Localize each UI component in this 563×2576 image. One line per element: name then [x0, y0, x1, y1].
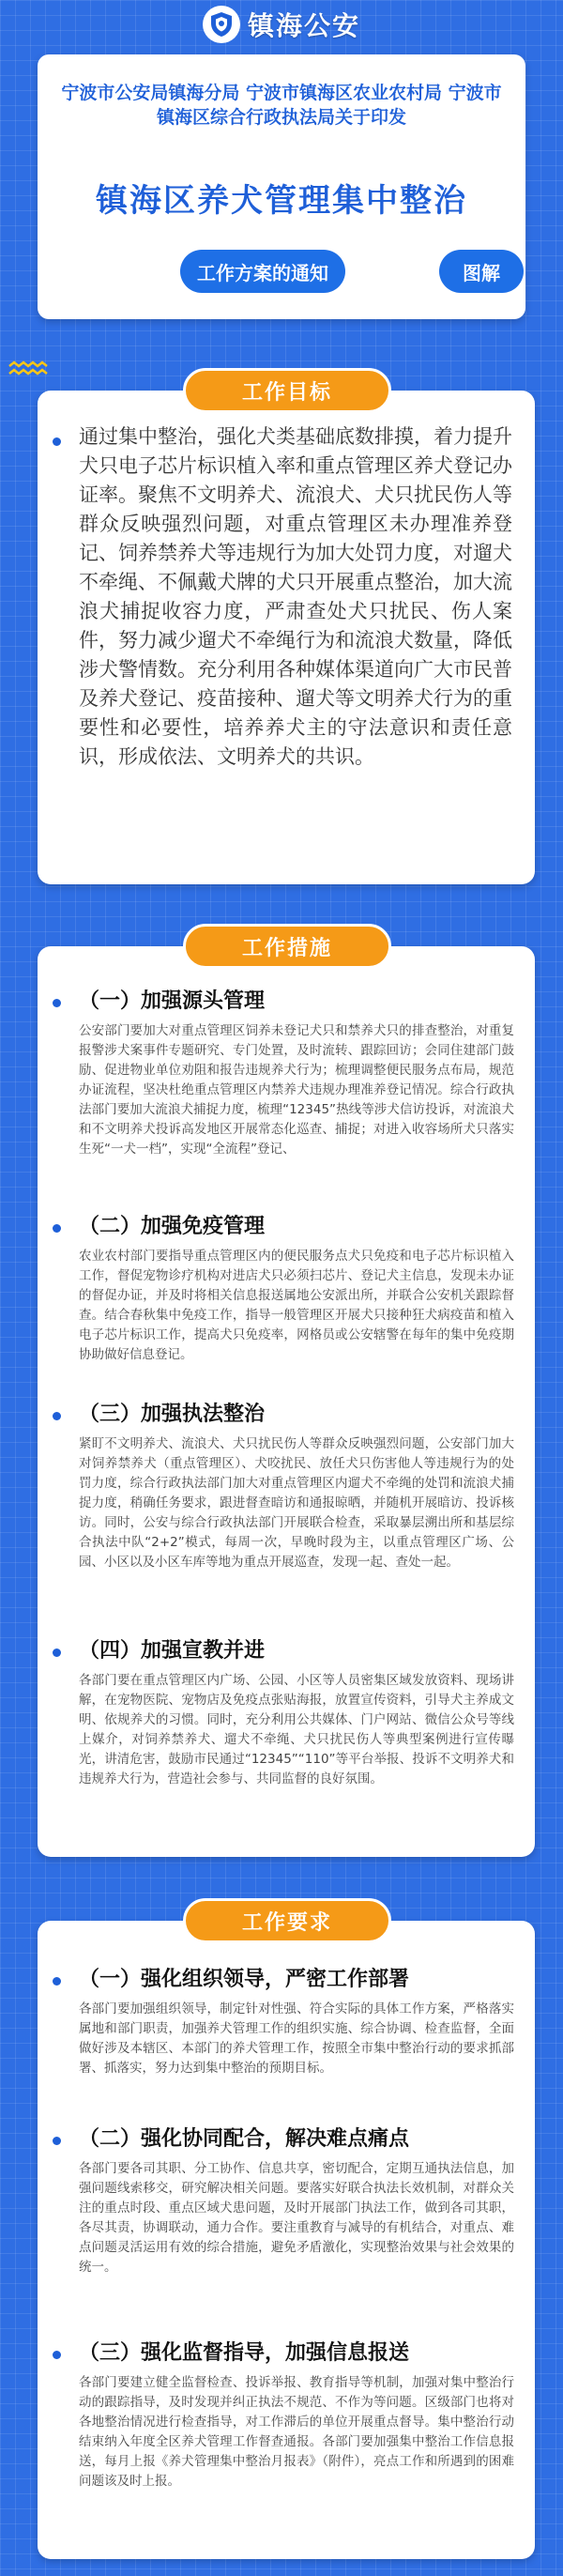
goals-heading: 工作目标: [183, 368, 391, 413]
measure-title: （一）加强源头管理: [79, 989, 266, 1013]
requirement-body: 各部门要加强组织领导，制定针对性强、符合实际的具体工作方案，严格落实属地和部门职责，加强养犬管理工作的组织实施、综合协调、检查监督，全面做好涉及本辖区、本部门的养犬管理工作，按照全市集中整治行动的要求抓部署、抓落实，努力达到集中整治的预期目标。: [79, 2001, 514, 2076]
measure-title: （四）加强宣教并进: [79, 1639, 266, 1663]
requirement-body: 各部门要各司其职、分工协作、信息共享，密切配合，定期互通执法信息，加强问题线索移交，研究解决相关问题。要落实好联合执法长效机制，对群众关注的重点时段、重点区域犬患问题，及时开展部门执法工作，做到各司其职，各尽其责，协调联动，通力合作。要注重教育与减导的有机结合，对重点、难点问题灵活运用有效的综合措施，避免矛盾激化，实现整治效果与社会效果的统一。: [79, 2161, 514, 2275]
measure-body: 农业农村部门要指导重点管理区内的便民服务点犬只免疫和电子芯片标识植入工作，督促宠物诊疗机构对进店犬只必须扫芯片、登记犬主信息，发现未办证的督促办证，并及时将相关信息报送属地公安派出所，并联合公安机关跟踪督查。结合春秋集中免疫工作，指导一般管理区开展犬只接种狂犬病疫苗和植入电子芯片标识工作，提高犬只免疫率，网格员或公安辖警在每年的集中免疫期协助做好信息登记。: [79, 1249, 514, 1362]
bullet-dot: [53, 437, 61, 446]
measure-title: （三）加强执法整治: [79, 1403, 266, 1426]
bullet-dot: [53, 2137, 61, 2145]
goals-text: 通过集中整治，强化犬类基础底数排摸，着力提升犬只电子芯片标识植入率和重点管理区养犬登记办证率。聚焦不文明养犬、流浪犬、犬只扰民伤人等群众反映强烈问题，对重点管理区未办理准养登记、饲养禁养犬等违规行为加大处罚力度，对遛犬不牵绳、不佩戴犬牌的犬只开展重点整治，加大流浪犬捕捉收容力度，严肃查处犬只扰民、伤人案件，努力减少遛犬不牵绳行为和流浪犬数量，降低涉犬警情数。充分利用各种媒体渠道向广大市民普及养犬登记、疫苗接种、遛犬等文明养犬行为的重要性和必要性，培养养犬主的守法意识和责任意识，形成依法、文明养犬的共识。: [79, 425, 512, 768]
measure-title: （二）加强免疫管理: [79, 1215, 266, 1238]
goals-card: [38, 391, 535, 884]
requirements-card: [38, 1921, 535, 2559]
zigzag-decoration-icon: [8, 360, 49, 379]
bullet-dot: [53, 1412, 61, 1420]
bullet-dot: [53, 1648, 61, 1657]
bullet-dot: [53, 2351, 61, 2359]
requirements-heading: 工作要求: [183, 1898, 391, 1943]
page-title: 镇海区养犬管理集中整治: [96, 182, 467, 220]
requirement-title: （一）强化组织领导，严密工作部署: [79, 1968, 410, 1991]
requirement-title: （三）强化监督指导，加强信息报送: [79, 2341, 410, 2365]
header-logo: [0, 0, 563, 49]
measure-body: 公安部门要加大对重点管理区饲养未登记犬只和禁养犬只的排查整治，对重复报警涉犬案事件专题研究、专门处置，及时流转、跟踪回访；会同住建部门鼓励、促进物业单位劝阻和报告违规养犬行为；梳理调整便民服务点布局，规范办证流程，坚决杜绝重点管理区内禁养犬违规办理准养登记情况。综合行政执法部门要加大流浪犬捕捉力度，梳理“12345”热线等涉犬信访投诉，对流浪犬和不文明养犬投诉高发地区开展常态化巡查、捕捉；对进入收容场所犬只落实生死“一犬一档”，实现“全流程”登记、: [79, 1023, 514, 1157]
logo-text: 镇海公安: [247, 10, 360, 41]
bullet-dot: [53, 1224, 61, 1233]
requirement-body: 各部门要建立健全监督检查、投诉举报、教育指导等机制，加强对集中整治行动的跟踪指导，及时发现并纠正执法不规范、不作为等问题。区级部门也将对各地整治情况进行检查指导，对工作滞后的单位开展重点督导。集中整治行动结束纳入年度全区养犬管理工作督查通报。各部门要加强集中整治工作信息报送，每月上报《养犬管理集中整治月报表》（附件），亮点工作和所遇到的困难问题该及时上报。: [79, 2375, 514, 2489]
issuing-agencies: 宁波市公安局镇海分局 宁波市镇海区农业农村局 宁波市镇海区综合行政执法局关于印发: [61, 83, 502, 128]
measure-body: 各部门要在重点管理区内广场、公园、小区等人员密集区域发放资料、现场讲解，在宠物医院、宠物店及免疫点张贴海报，放置宣传资料，引导犬主养成文明、依规养犬的习惯。同时，充分利用公共媒体、门户网站、微信公众号等线上媒介，对饲养禁养犬、遛犬不牵绳、犬只扰民伤人等典型案例进行宣传曝光，讲清危害，鼓励市民通过“12345”“110”等平台举报、投诉不文明养犬和违规养犬行为，营造社会参与、共同监督的良好氛围。: [79, 1673, 514, 1786]
notice-button[interactable]: 工作方案的通知: [180, 250, 345, 293]
requirement-title: （二）强化协同配合，解决难点痛点: [79, 2127, 410, 2151]
measures-card: [38, 946, 535, 1857]
measure-body: 紧盯不文明养犬、流浪犬、犬只扰民伤人等群众反映强烈问题，公安部门加大对饲养禁养犬（重点管理区）、犬咬扰民、放任犬只伤害他人等违规行为的处罚力度，综合行政执法部门加大对重点管理区内遛犬不牵绳的处罚和流浪犬捕捉力度，稍确任务要求，跟进督查暗访和通报晾晒，并随机开展暗访、投诉核访。同时，公安与综合行政执法部门开展联合检查，采取暴层溯出所和基层综合执法中队“2+2”模式，每周一次，早晚时段为主，以重点管理区广场、公园、小区以及小区车库等地为重点开展巡查，发现一起、查处一起。: [79, 1436, 514, 1570]
header-card: [38, 54, 525, 319]
bullet-dot: [53, 1977, 61, 1986]
measures-heading: 工作措施: [183, 924, 391, 969]
diagram-button[interactable]: 图解: [439, 250, 524, 293]
bullet-dot: [53, 999, 61, 1007]
police-shield-icon: [203, 6, 240, 43]
